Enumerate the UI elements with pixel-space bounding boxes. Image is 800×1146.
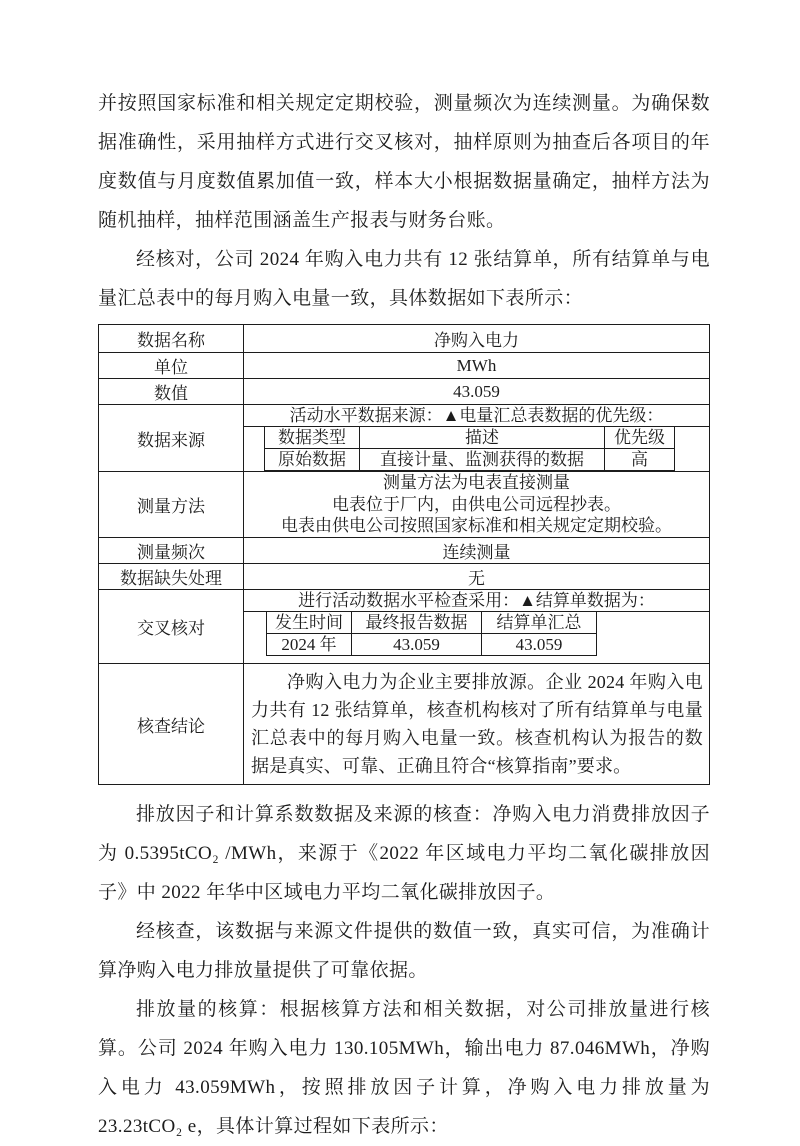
subtable-header: 发生时间 (267, 612, 352, 634)
subtable-header-row (267, 612, 597, 634)
verification-data-table (98, 324, 710, 785)
method-line: 电表位于厂内，由供电公司远程抄表。 (332, 494, 621, 514)
method-line: 测量方法为电表直接测量 (383, 473, 570, 493)
row-value: 无 (244, 564, 710, 590)
subtable-cell: 43.059 (352, 634, 482, 656)
cross-check-subtable-wrap (244, 611, 709, 656)
subtable-header: 最终报告数据 (352, 612, 482, 634)
subtable-cell: 高 (605, 449, 675, 471)
data-source-subtable (264, 426, 675, 471)
subtable-header: 描述 (360, 427, 605, 449)
subtable-data-row (265, 449, 675, 471)
row-label: 测量频次 (99, 538, 244, 564)
conclusion-text: 净购入电力为企业主要排放源。企业 2024 年购入电力共有 12 张结算单，核查机构核对了所有结算单与电量汇总表中的每月购入电量一致。核查机构认为报告的数据是真实、可靠、正确且符合“核算指南”要求。 (251, 672, 703, 776)
row-value: 43.059 (244, 379, 710, 405)
row-value: MWh (244, 353, 710, 379)
conclusion-cell (244, 664, 710, 785)
subtable-cell: 2024 年 (267, 634, 352, 656)
row-label: 单位 (99, 353, 244, 379)
table-row-unit (99, 353, 710, 379)
paragraph-emission-calculation: 排放量的核算：根据核算方法和相关数据，对公司排放量进行核算。公司 2024 年购入电力 130.105MWh，输出电力 87.046MWh，净购入电力 43.059MWh，按照排放因子计算，净购入电力排放量为 23.23tCO₂ e，具体计算过程如下表所示： (98, 999, 710, 1137)
method-line: 电表由供电公司按照国家标准和相关规定定期校验。 (281, 516, 672, 536)
table-row-cross-check (99, 590, 710, 664)
row-label: 数据缺失处理 (99, 564, 244, 590)
row-value: 连续测量 (244, 538, 710, 564)
subtable-header: 结算单汇总 (482, 612, 597, 634)
paragraph-factor-verification: 经核查，该数据与来源文件提供的数值一致，真实可信，为准确计算净购入电力排放量提供了可靠依据。 (98, 921, 710, 981)
row-label: 数值 (99, 379, 244, 405)
subtable-cell: 原始数据 (265, 449, 360, 471)
cross-check-header: 进行活动数据水平检查采用：▲结算单数据为： (298, 591, 655, 610)
row-label: 核查结论 (99, 664, 244, 785)
paragraph-calibration-sampling: 并按照国家标准和相关规定定期校验，测量频次为连续测量。为确保数据准确性，采用抽样方式进行交叉核对，抽样原则为抽查后各项目的年度数值与月度数值累加值一致，样本大小根据数据量确定，抽样方法为随机抽样，抽样范围涵盖生产报表与财务台账。 (98, 93, 710, 231)
subtable-data-row (267, 634, 597, 656)
table-row-data-name (99, 325, 710, 353)
row-label: 数据名称 (99, 325, 244, 353)
cross-check-cell (244, 590, 710, 664)
table-row-value (99, 379, 710, 405)
table-row-data-source (99, 405, 710, 472)
data-source-cell (244, 405, 710, 472)
table-row-measure-method (99, 472, 710, 538)
cross-check-subtable (266, 611, 597, 656)
subtable-header-row (265, 427, 675, 449)
row-value: 净购入电力 (244, 325, 710, 353)
data-source-subtable-wrap (244, 426, 709, 471)
row-label: 测量方法 (99, 472, 244, 538)
table-row-measure-frequency (99, 538, 710, 564)
data-source-priority-header: 活动水平数据来源：▲电量汇总表数据的优先级： (289, 406, 664, 425)
row-label: 数据来源 (99, 405, 244, 472)
table-row-conclusion (99, 664, 710, 785)
measure-method-cell (244, 472, 710, 538)
subtable-cell: 直接计量、监测获得的数据 (360, 449, 605, 471)
table-row-missing-data (99, 564, 710, 590)
paragraph-emission-factor: 排放因子和计算系数数据及来源的核查：净购入电力消费排放因子为 0.5395tCO₂ /MWh，来源于《2022 年区域电力平均二氧化碳排放因子》中 2022 年华中区域电力平均二氧化碳排放因子。 (98, 804, 710, 903)
subtable-header: 数据类型 (265, 427, 360, 449)
subtable-header: 优先级 (605, 427, 675, 449)
row-label: 交叉核对 (99, 590, 244, 664)
subtable-cell: 43.059 (482, 634, 597, 656)
paragraph-settlement-intro: 经核对，公司 2024 年购入电力共有 12 张结算单，所有结算单与电量汇总表中的每月购入电量一致，具体数据如下表所示： (98, 249, 710, 309)
